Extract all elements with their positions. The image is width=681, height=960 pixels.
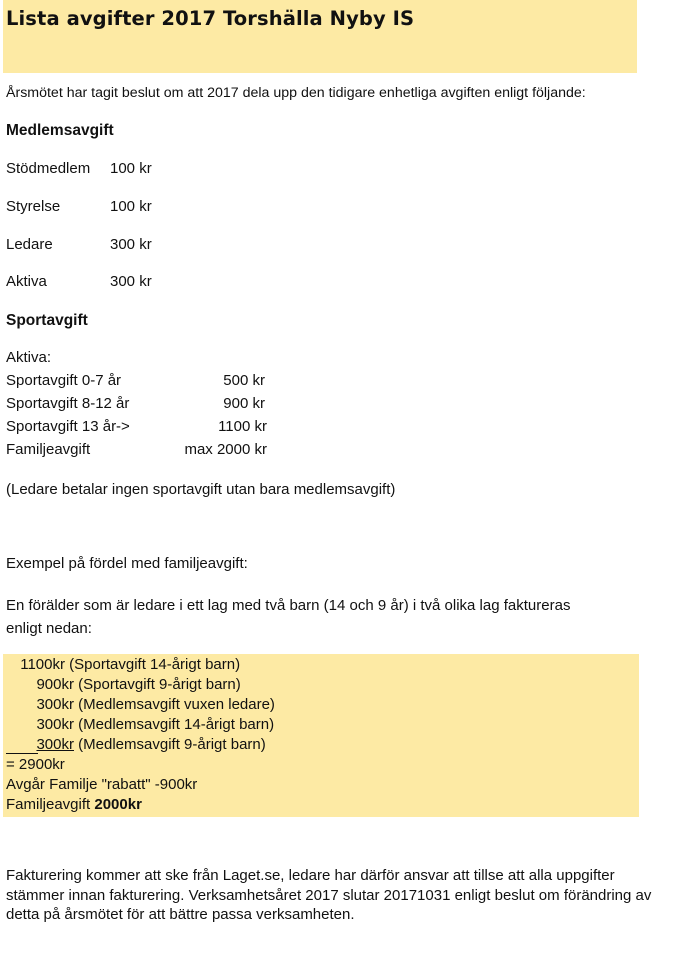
example-line-amount: 300kr bbox=[36, 716, 74, 733]
sport-row-name: Sportavgift 13 år-> bbox=[6, 418, 130, 435]
sport-note: (Ledare betalar ingen sportavgift utan bara medlemsavgift) bbox=[6, 481, 396, 498]
example-line-amount: 900kr bbox=[36, 676, 74, 693]
example-line-amount: 300kr bbox=[36, 696, 74, 713]
example-line bbox=[6, 676, 241, 693]
example-description-cont: enligt nedan: bbox=[6, 620, 92, 637]
example-heading: Exempel på fördel med familjeavgift: bbox=[6, 555, 248, 572]
membership-row-value: 100 kr bbox=[110, 198, 152, 215]
example-line bbox=[6, 656, 240, 673]
example-line-text: (Sportavgift 9-årigt barn) bbox=[78, 676, 241, 693]
example-line-text: (Medlemsavgift vuxen ledare) bbox=[78, 696, 275, 713]
sport-row-value: max 2000 kr bbox=[184, 441, 267, 458]
membership-heading: Medlemsavgift bbox=[6, 122, 114, 139]
sport-heading: Sportavgift bbox=[6, 312, 88, 329]
example-line-text: (Medlemsavgift 9-årigt barn) bbox=[78, 736, 266, 753]
sport-row-name: Sportavgift 0-7 år bbox=[6, 372, 122, 389]
membership-row-name: Styrelse bbox=[6, 198, 61, 215]
sport-row-name: Sportavgift 8-12 år bbox=[6, 395, 130, 412]
membership-row-name: Ledare bbox=[6, 236, 53, 253]
example-line-amount: 1100kr bbox=[20, 656, 65, 673]
example-discount: Avgår Familje "rabatt" -900kr bbox=[6, 776, 198, 793]
sport-row-name: Familjeavgift bbox=[6, 441, 91, 458]
family-fee-label: Familjeavgift bbox=[6, 796, 91, 813]
example-sum: = 2900kr bbox=[6, 756, 65, 773]
example-line bbox=[6, 736, 266, 753]
membership-row-name: Stödmedlem bbox=[6, 160, 91, 177]
example-line bbox=[6, 696, 275, 713]
document-title: Lista avgifter 2017 Torshälla Nyby IS bbox=[6, 7, 415, 30]
membership-row-value: 100 kr bbox=[110, 160, 152, 177]
membership-row-value: 300 kr bbox=[110, 273, 152, 290]
example-line-amount: 300kr bbox=[36, 736, 74, 753]
sport-row-value: 900 kr bbox=[223, 395, 265, 412]
sport-subheading: Aktiva: bbox=[6, 349, 52, 366]
example-line bbox=[6, 716, 274, 733]
footer-paragraph: Fakturering kommer att ske från Laget.se, ledare har därför ansvar att tillse att alla uppgifter stämmer innan fakturering. Verksamhetsåret 2017 slutar 20171031 enligt beslut om förändring av detta på årsmötet för att bättre passa verksamheten. bbox=[6, 867, 652, 923]
example-line-text: (Sportavgift 14-årigt barn) bbox=[69, 656, 241, 673]
membership-row-name: Aktiva bbox=[6, 273, 47, 290]
example-line-text: (Medlemsavgift 14-årigt barn) bbox=[78, 716, 275, 733]
membership-row-value: 300 kr bbox=[110, 236, 152, 253]
family-fee-value: 2000kr bbox=[94, 796, 142, 813]
example-description: En förälder som är ledare i ett lag med två barn (14 och 9 år) i två olika lag faktureras bbox=[6, 597, 571, 614]
intro-text: Årsmötet har tagit beslut om att 2017 dela upp den tidigare enhetliga avgiften enligt följande: bbox=[6, 85, 586, 101]
example-family-fee bbox=[6, 796, 142, 813]
sport-row-value: 500 kr bbox=[223, 372, 265, 389]
sport-row-value: 1100 kr bbox=[218, 418, 267, 435]
sum-underline bbox=[6, 753, 38, 754]
